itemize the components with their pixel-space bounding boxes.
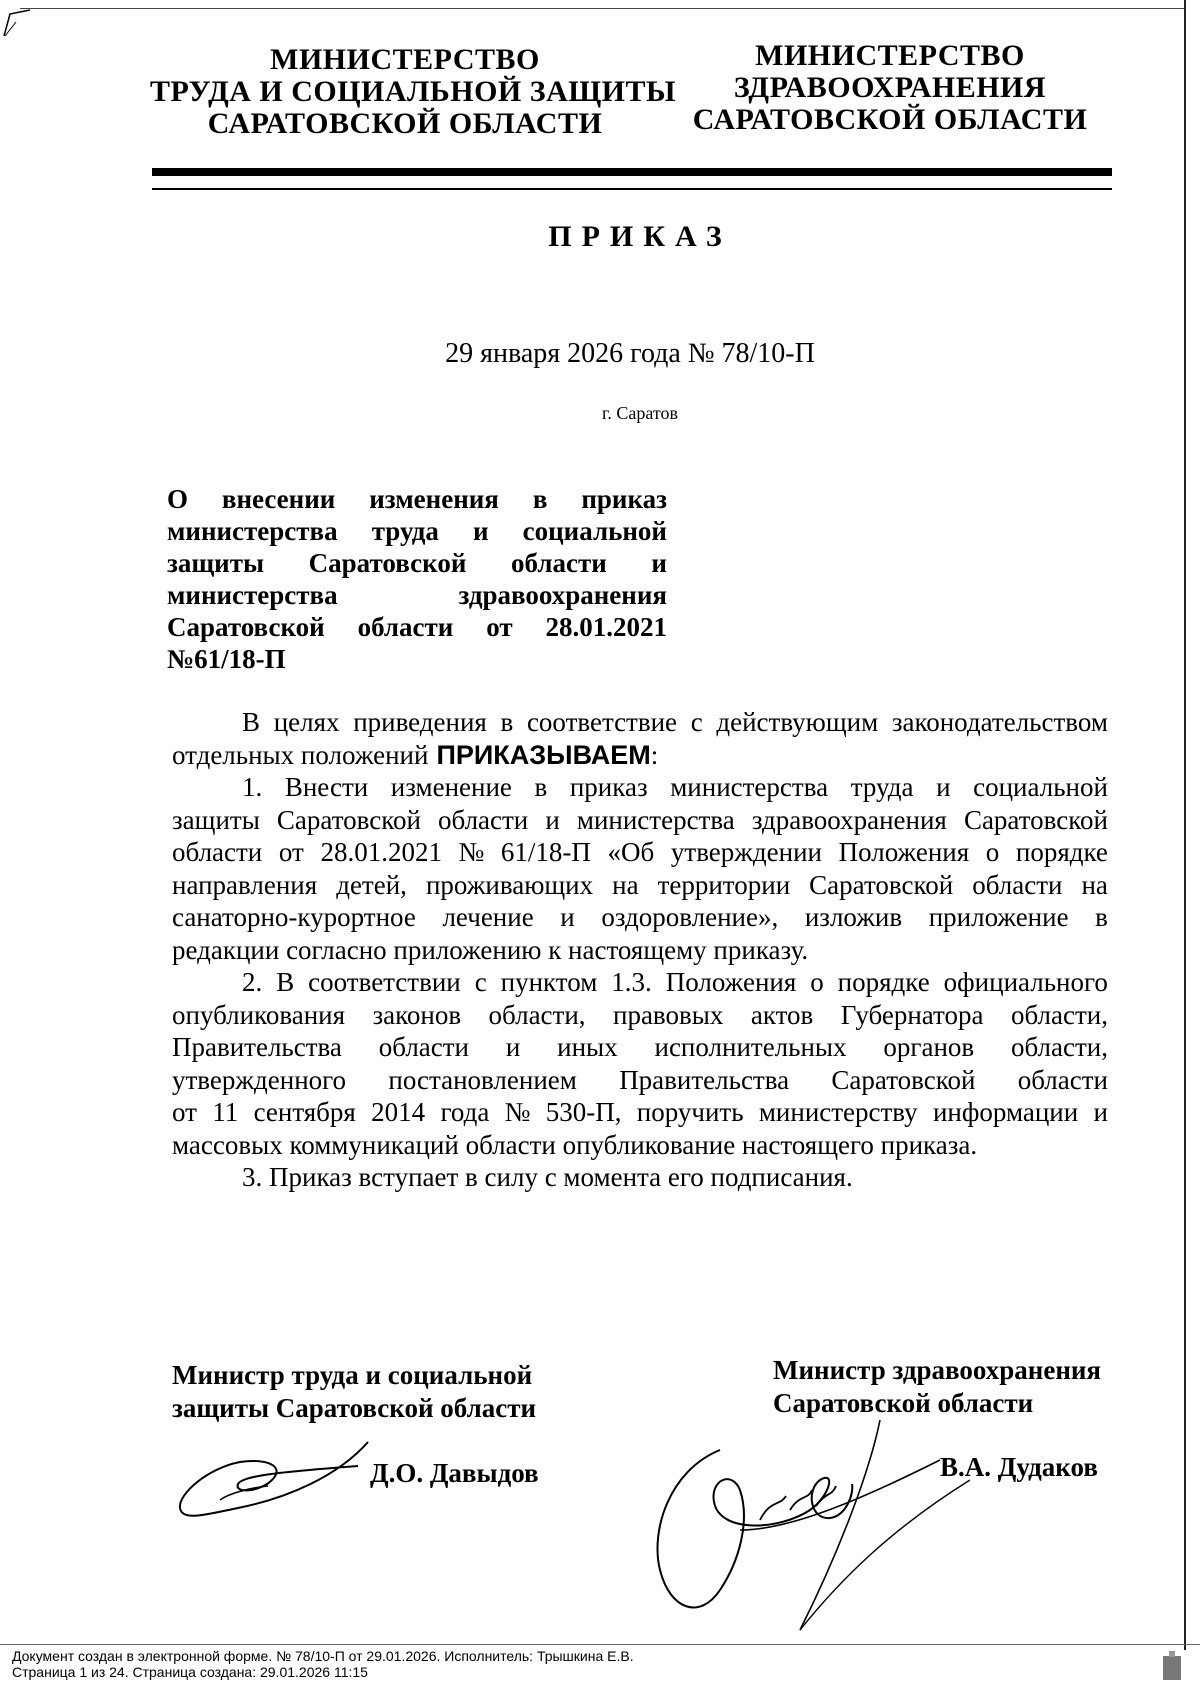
p3-text: 3. Приказ вступает в силу с момента его подписания. xyxy=(242,1162,853,1192)
word: «Об xyxy=(607,837,655,867)
body-line xyxy=(172,1031,1108,1064)
word: порядке xyxy=(1015,837,1108,867)
word: иных xyxy=(557,1032,618,1062)
header-right-line: ЗДРАВООХРАНЕНИЯ xyxy=(733,71,1047,104)
word: В xyxy=(242,707,261,737)
word: от xyxy=(172,1097,197,1127)
word: информации xyxy=(932,1097,1079,1127)
word: правовых xyxy=(613,999,724,1030)
word: и xyxy=(651,548,667,578)
word: в xyxy=(532,484,548,514)
word: Саратовской xyxy=(276,804,421,835)
body-line xyxy=(172,771,1108,804)
word: 61/18-П xyxy=(500,837,591,867)
word: и xyxy=(545,804,560,835)
word: приказ xyxy=(569,772,648,802)
word: 2014 xyxy=(371,1097,426,1127)
word: от xyxy=(486,612,513,642)
word: здравоохранения xyxy=(751,804,947,835)
word: территории xyxy=(657,869,791,900)
body-line xyxy=(172,999,1108,1032)
word: труда xyxy=(371,516,439,546)
word: приведения xyxy=(353,707,487,737)
word: постановлением xyxy=(388,1064,577,1095)
word: пунктом xyxy=(500,967,598,997)
word: действующим xyxy=(716,707,879,737)
word: социальной xyxy=(522,516,667,546)
word: Правительства xyxy=(172,1032,342,1062)
subject-line xyxy=(167,515,667,547)
body-line xyxy=(172,1064,1108,1097)
word: с xyxy=(690,707,703,737)
signatory-left-title-line: защиты Саратовской области xyxy=(172,1393,537,1423)
word: сентября xyxy=(253,1097,356,1127)
word: области xyxy=(172,837,263,867)
word: О xyxy=(167,484,189,514)
subject-line: №61/18-П xyxy=(167,644,286,674)
subject-line xyxy=(167,579,667,611)
word: области xyxy=(438,804,529,835)
word: области xyxy=(511,548,607,578)
word: 28.01.2021 xyxy=(545,612,667,642)
signatory-left-name: Д.О. Давыдов xyxy=(370,1458,539,1488)
signatory-right-title-line: Министр здравоохранения xyxy=(773,1355,1102,1385)
word: защиты xyxy=(172,804,260,835)
word: законодательством xyxy=(891,707,1108,737)
header-right-line: САРАТОВСКОЙ ОБЛАСТИ xyxy=(692,103,1088,136)
word: Положения xyxy=(838,837,970,867)
body-line xyxy=(172,869,1108,902)
header-right-line: МИНИСТЕРСТВО xyxy=(755,39,1025,72)
signature-left-image xyxy=(168,1436,388,1536)
body-line xyxy=(172,966,1108,999)
word: Саратовской xyxy=(831,1064,976,1095)
word: Положения xyxy=(665,967,797,997)
word: № xyxy=(504,1097,531,1127)
word: о xyxy=(985,837,1000,867)
doc-subject xyxy=(167,483,667,675)
page-edge-right xyxy=(1184,0,1186,1650)
word: проживающих xyxy=(425,869,594,900)
footer-divider xyxy=(0,1644,1200,1645)
word: Саратовской xyxy=(167,612,325,642)
word: министерства xyxy=(576,804,735,835)
body-line xyxy=(172,1129,1108,1162)
word: области, xyxy=(1010,999,1108,1030)
order-keyword: ПРИКАЗЫВАЕМ xyxy=(436,739,651,770)
word: 530-П, xyxy=(545,1097,622,1127)
body-line xyxy=(172,1161,1108,1194)
subject-line xyxy=(167,483,667,515)
body-line xyxy=(172,804,1108,837)
body-line xyxy=(172,1096,1108,1129)
word: области, xyxy=(488,999,586,1030)
header-ministry-labor xyxy=(150,43,676,140)
word: соответствие xyxy=(526,707,678,737)
body-line xyxy=(172,706,1108,739)
word: и xyxy=(505,1032,521,1062)
word: Саратовской xyxy=(308,548,467,578)
body-line xyxy=(172,934,1108,967)
word: и xyxy=(560,902,575,932)
word: 28.01.2021 xyxy=(320,837,442,867)
doc-date-number: 29 января 2026 года № 78/10-П xyxy=(445,338,815,369)
word: официального xyxy=(943,967,1108,997)
word: на xyxy=(1081,869,1108,900)
footer-line-2: Страница 1 из 24. Страница создана: 29.01.2026 11:15 xyxy=(12,1664,368,1680)
signature-right-image xyxy=(640,1410,1000,1650)
word: министерства xyxy=(167,516,338,546)
header-rule-thin xyxy=(152,188,1112,190)
word: 1.3. xyxy=(611,967,652,997)
word: лечение xyxy=(442,902,534,932)
doc-body xyxy=(172,706,1108,1194)
word: направления xyxy=(172,869,318,900)
word: защиты xyxy=(167,548,265,578)
word: 11 xyxy=(212,1097,239,1127)
word: изменения xyxy=(369,484,499,514)
doc-footer xyxy=(12,1648,1162,1680)
word: в xyxy=(500,707,514,737)
word: министерству xyxy=(758,1097,918,1127)
word: внесении xyxy=(221,484,336,514)
document-status-icon xyxy=(1162,1650,1182,1682)
word: В xyxy=(276,967,295,997)
word: оздоровление», xyxy=(601,902,779,932)
word: приказ xyxy=(581,484,667,514)
footer-line-1: Документ создан в электронной форме. № 78/10-П от 29.01.2026. Исполнитель: Трышкина Е.В. xyxy=(12,1648,634,1664)
word: о xyxy=(810,967,824,997)
header-rule-thick xyxy=(152,168,1112,176)
word: министерства xyxy=(167,580,338,610)
p2-last: массовых коммуникаций области опубликование настоящего приказа. xyxy=(172,1129,978,1160)
word: области xyxy=(357,612,454,642)
word: 1. xyxy=(242,772,263,802)
word: соответствии xyxy=(308,967,461,997)
word: и xyxy=(936,772,951,802)
header-left-line: САРАТОВСКОЙ ОБЛАСТИ xyxy=(207,107,603,140)
word: изложив xyxy=(804,902,903,932)
word: поручить xyxy=(636,1097,744,1127)
signatory-left-title xyxy=(172,1359,536,1425)
header-left-line: ТРУДА И СОЦИАЛЬНОЙ ЗАЩИТЫ xyxy=(150,75,676,108)
word: с xyxy=(474,967,487,997)
word: органов xyxy=(883,1032,975,1062)
word: изменение xyxy=(390,772,512,802)
word: утверждении xyxy=(670,837,822,867)
word: на xyxy=(612,869,639,900)
subject-line xyxy=(167,547,667,579)
body-line xyxy=(172,836,1108,869)
subject-line xyxy=(167,611,667,643)
word: опубликования xyxy=(172,999,346,1030)
word: Правительства xyxy=(619,1064,790,1095)
word: Саратовской xyxy=(963,804,1108,835)
word: области xyxy=(378,1032,470,1062)
word: порядке xyxy=(837,967,930,997)
header-left-line: МИНИСТЕРСТВО xyxy=(270,43,540,76)
word: детей, xyxy=(336,869,407,900)
word: Саратовской xyxy=(809,869,954,900)
word: в xyxy=(1095,902,1108,932)
word: целях xyxy=(273,707,340,737)
p1-last: редакции согласно приложению к настоящему приказу. xyxy=(172,934,809,965)
doc-city: г. Саратов xyxy=(602,403,678,423)
word: актов xyxy=(750,999,814,1030)
word: утвержденного xyxy=(172,1064,347,1095)
body-line xyxy=(172,901,1108,934)
word: Внести xyxy=(284,772,369,802)
word: социальной xyxy=(973,772,1108,802)
word: области, xyxy=(1010,1032,1108,1062)
word: здравоохранения xyxy=(458,580,667,610)
signatory-right-name: В.А. Дудаков xyxy=(940,1452,1098,1482)
word: и xyxy=(1093,1097,1108,1127)
header-ministry-health xyxy=(680,40,1100,136)
word: министерства xyxy=(670,772,829,802)
word: приложение xyxy=(928,902,1069,932)
intro-colon: : xyxy=(650,739,659,770)
word: 2. xyxy=(242,967,263,997)
word: области xyxy=(1017,1064,1108,1095)
word: года xyxy=(440,1097,490,1127)
signatory-left-title-line: Министр труда и социальной xyxy=(172,1360,533,1390)
word: труда xyxy=(850,772,914,802)
word: в xyxy=(534,772,548,802)
word: законов xyxy=(372,999,462,1030)
intro-text: отдельных положений xyxy=(172,739,429,770)
word: от xyxy=(278,837,304,867)
signatory-right-title-line: Саратовской области xyxy=(773,1388,1034,1418)
scan-corner-mark-icon xyxy=(2,8,32,38)
word: Губернатора xyxy=(840,999,984,1030)
word: и xyxy=(472,516,489,546)
word: санаторно-курортное xyxy=(172,902,416,932)
word: № xyxy=(458,837,485,867)
word: области xyxy=(972,869,1063,900)
word: исполнительных xyxy=(654,1032,847,1062)
body-line xyxy=(172,739,1108,772)
page-edge-top xyxy=(20,8,1184,9)
doc-title: ПРИКАЗ xyxy=(548,220,732,253)
